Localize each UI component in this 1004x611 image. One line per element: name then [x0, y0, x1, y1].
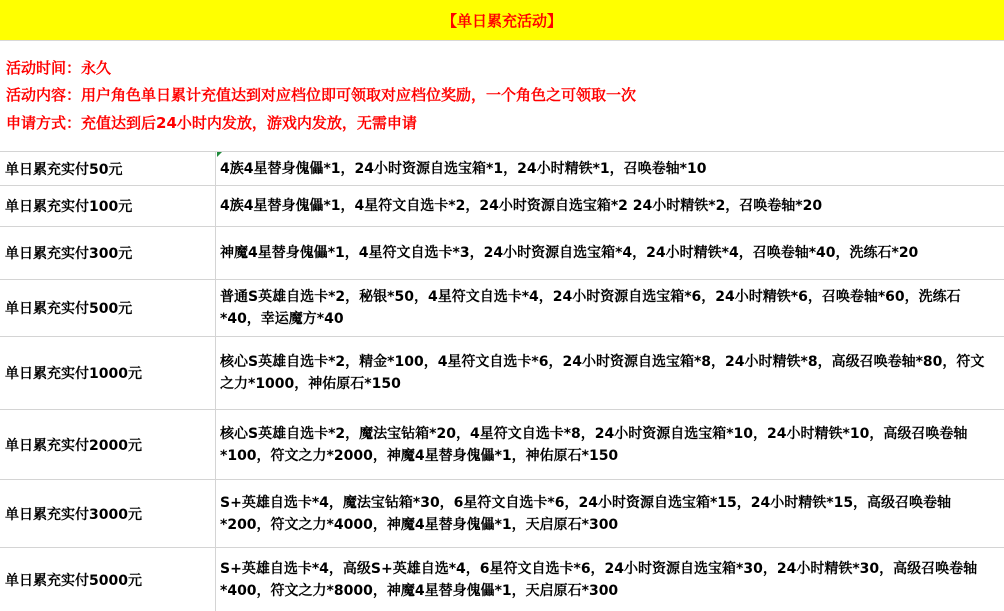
- reward-text: S+英雄自选卡*4，魔法宝钻箱*30，6星符文自选卡*6，24小时资源自选宝箱*15，24小时精铁*15，高级召唤卷轴*200，符文之力*4000，神魔4星替身傀儡*1，天启原石*300: [220, 494, 952, 533]
- reward-row-500: [0, 280, 1004, 337]
- tier-label: 单日累充实付2000元: [0, 410, 216, 479]
- tier-label: 单日累充实付500元: [0, 280, 216, 336]
- reward-row-3000: [0, 480, 1004, 548]
- page-title: 【单日累充活动】: [0, 0, 1004, 41]
- event-info: [0, 41, 1004, 152]
- reward-row-50: [0, 152, 1004, 186]
- reward-text: S+英雄自选卡*4，高级S+英雄自选*4，6星符文自选卡*6，24小时资源自选宝箱*30，24小时精铁*30，高级召唤卷轴*400，符文之力*8000，神魔4星替身傀儡*1，天启原石*300: [220, 560, 978, 599]
- reward-text: 神魔4星替身傀儡*1，4星符文自选卡*3，24小时资源自选宝箱*4，24小时精铁*4，召唤卷轴*40，洗练石*20: [220, 245, 919, 261]
- tier-label: 单日累充实付5000元: [0, 548, 216, 611]
- reward-text: 4族4星替身傀儡*1，4星符文自选卡*2，24小时资源自选宝箱*2 24小时精铁*2，召唤卷轴*20: [220, 198, 823, 214]
- tier-label: 单日累充实付3000元: [0, 480, 216, 547]
- reward-row-2000: [0, 410, 1004, 480]
- reward-row-1000: [0, 337, 1004, 410]
- event-apply-method: 申请方式：充值达到后24小时内发放，游戏内发放，无需申请: [6, 114, 417, 132]
- tier-label: 单日累充实付300元: [0, 227, 216, 279]
- reward-text: 核心S英雄自选卡*2，魔法宝钻箱*20，4星符文自选卡*8，24小时资源自选宝箱*10，24小时精铁*10，高级召唤卷轴*100，符文之力*2000，神魔4星替身傀儡*1，神佑原石*150: [220, 425, 968, 464]
- reward-row-5000: [0, 548, 1004, 611]
- tier-label: 单日累充实付1000元: [0, 337, 216, 409]
- reward-text: 核心S英雄自选卡*2，精金*100，4星符文自选卡*6，24小时资源自选宝箱*8，24小时精铁*8，高级召唤卷轴*80，符文之力*1000，神佑原石*150: [220, 354, 985, 392]
- reward-text: 4族4星替身傀儡*1，24小时资源自选宝箱*1，24小时精铁*1，召唤卷轴*10: [220, 160, 707, 177]
- tier-label: 单日累充实付100元: [0, 186, 216, 226]
- tier-label: 单日累充实付50元: [0, 152, 216, 185]
- event-time: 活动时间：永久: [6, 59, 112, 77]
- reward-row-300: [0, 227, 1004, 280]
- reward-text: 普通S英雄自选卡*2，秘银*50，4星符文自选卡*4，24小时资源自选宝箱*6，24小时精铁*6，召唤卷轴*60，洗练石*40，幸运魔方*40: [220, 289, 961, 327]
- reward-row-100: [0, 186, 1004, 227]
- event-content: 活动内容：用户角色单日累计充值达到对应档位即可领取对应档位奖励，一个角色之可领取一次: [6, 86, 637, 104]
